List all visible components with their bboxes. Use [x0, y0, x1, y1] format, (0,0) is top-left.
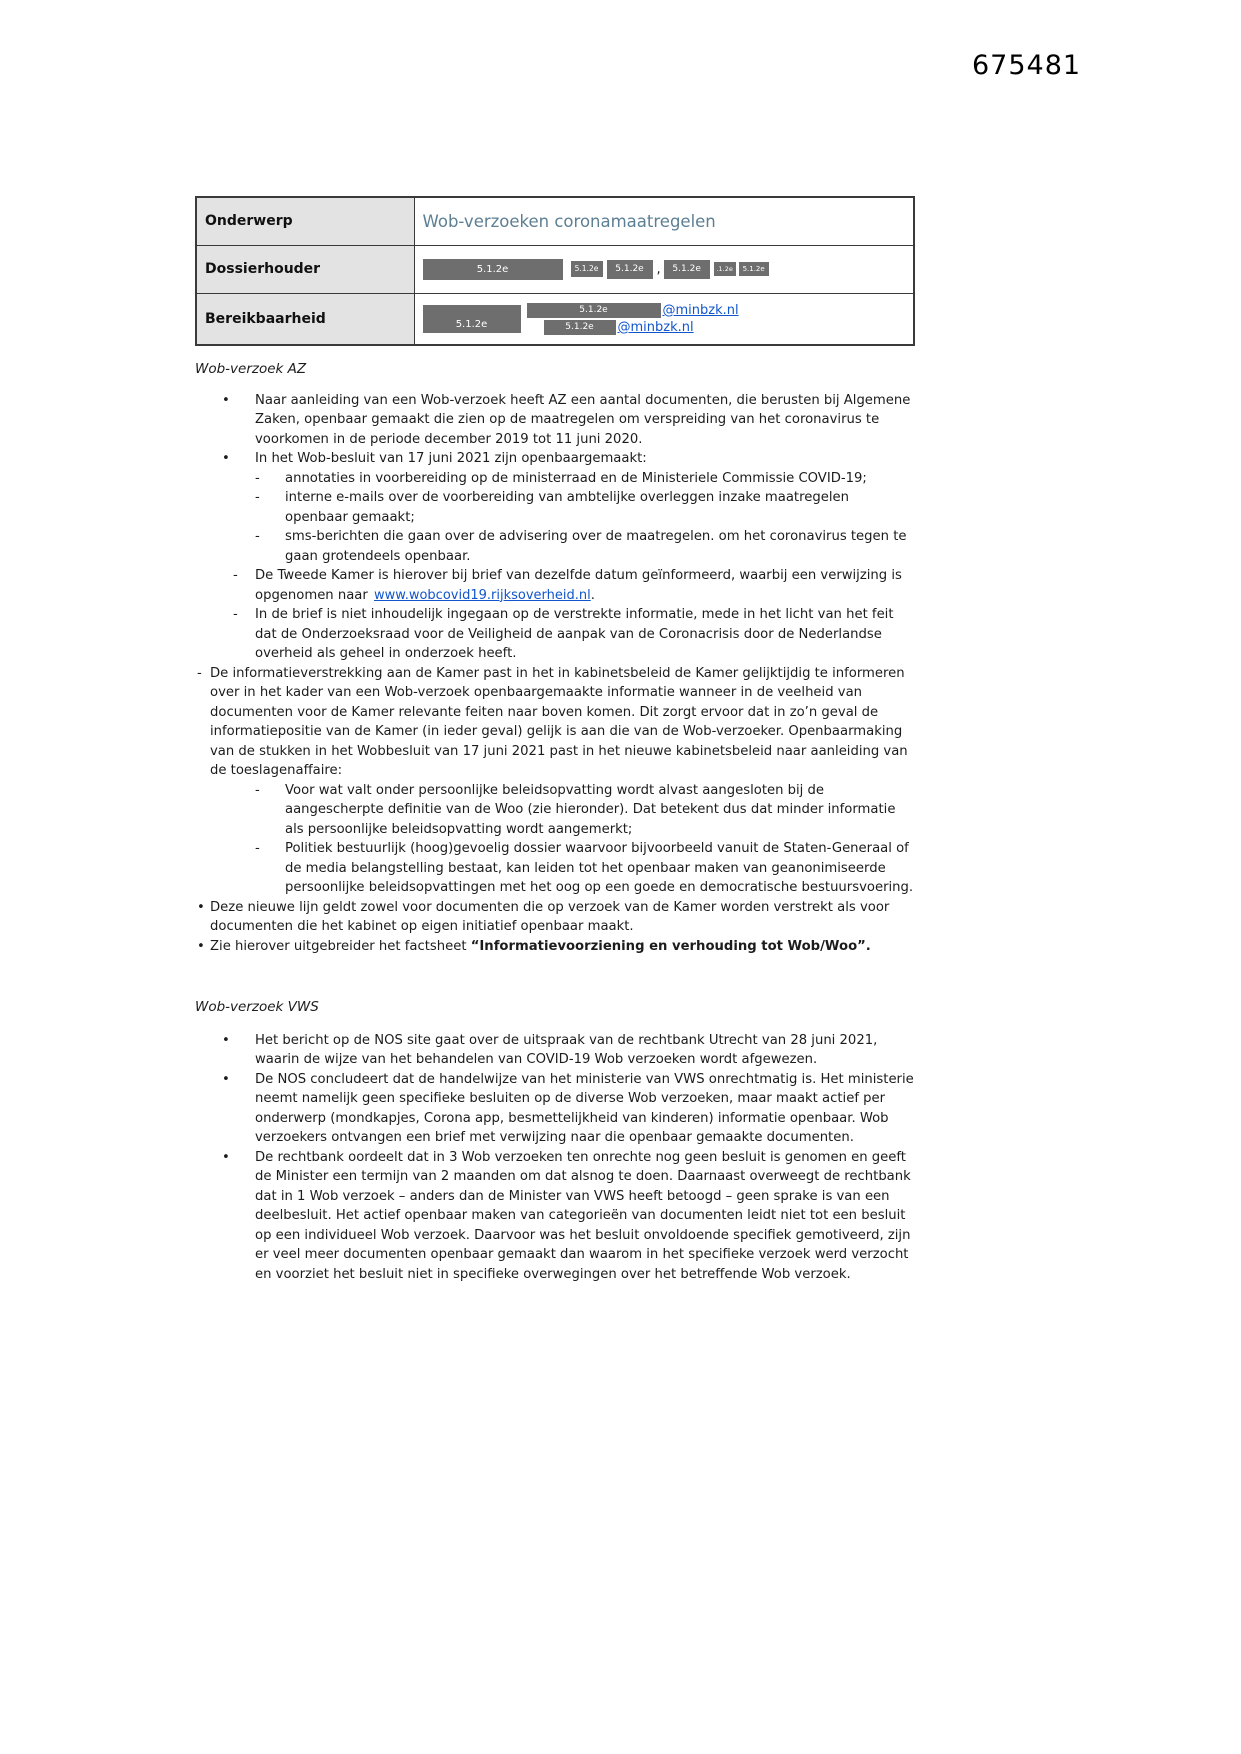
item-text: De rechtbank oordeelt dat in 3 Wob verzoeken ten onrechte nog geen besluit is genomen en geeft de Minister een termijn van 2 maanden om dat alsnog te doen. Daarnaast overweegt de rechtbank dat in 1 Wob verzoek – anders dan de Minister van VWS heeft betoogd – geen sprake is van een deelbesluit. Het actief openbaar maken van categorieën van documenten leidt niet tot een besluit op een individueel Wob verzoek. Daarvoor was het besluit onvoldoende specifiek gemotiveerd, zijn er veel meer documenten openbaar gemaakt dan waarom in het specifieke verzoek werd verzocht en voorziet het besluit niet in specifieke overwegingen over het betreffende Wob verzoek.: [255, 1149, 911, 1282]
bullet-marker: •: [197, 899, 205, 915]
row-value-onderwerp: [414, 197, 914, 245]
row-value-bereikbaarheid: [414, 293, 914, 345]
section-wob-verzoek-vws: [195, 998, 915, 1284]
redaction-box: 5.1.2e: [527, 303, 661, 318]
dash-marker: -: [233, 607, 238, 622]
dash-marker: -: [255, 490, 260, 505]
list-item: [195, 898, 915, 937]
item-text: interne e-mails over de voorbereiding van ambtelijke overleggen inzake maatregelen openbaar gemaakt;: [285, 490, 849, 525]
dash-marker: -: [255, 782, 260, 798]
bullet-marker: •: [222, 392, 230, 408]
bullet-marker: •: [222, 1032, 230, 1048]
dash-marker: -: [255, 470, 260, 486]
redaction-box: 5.1.2e: [664, 260, 710, 279]
list-item: [195, 1031, 915, 1070]
email-link[interactable]: @minbzk.nl: [662, 302, 739, 318]
list-item: [195, 488, 915, 527]
dash-marker: -: [197, 665, 202, 681]
table-row-bereikbaarheid: [196, 293, 914, 345]
redaction-group: [423, 259, 906, 280]
list-item: [195, 391, 915, 450]
redaction-group: [423, 302, 906, 336]
item-text: Deze nieuwe lijn geldt zowel voor documenten die op verzoek van de Kamer worden verstrekt als voor documenten die het kabinet op eigen initiatief openbaar maakt.: [210, 899, 890, 934]
redaction-box: 5.1.2e: [423, 305, 521, 333]
list-item: [195, 1148, 915, 1285]
item-text: In de brief is niet inhoudelijk ingegaan op de verstrekte informatie, mede in het licht van het feit dat de Onderzoeksraad voor de Veiligheid de aanpak van de Coronacrisis door de Nederlandse overheid als geheel in onderzoek heeft.: [255, 607, 894, 661]
redaction-box: 5.1.2e: [739, 262, 769, 276]
item-text: Voor wat valt onder persoonlijke beleidsopvatting wordt alvast aangesloten bij de aangescherpte definitie van de Woo (zie hieronder). Dat betekent dus dat minder informatie als persoonlijke beleidsopvatting wordt aangemerkt;: [285, 782, 896, 837]
body-text: [195, 360, 915, 1284]
list-item: [195, 781, 915, 840]
dash-marker: -: [255, 529, 260, 544]
item-text: Politiek bestuurlijk (hoog)gevoelig dossier waarvoor bijvoorbeeld vanuit de Staten-Generaal of de media belangstelling bestaat, kan leiden tot het openbaar maken van geanonimiseerde persoonlijke beleidsopvattingen met het oog op een goede en democratische bestuursvoering.: [285, 841, 914, 895]
document-content: [195, 196, 915, 1284]
section-heading: Wob-verzoek VWS: [195, 999, 319, 1015]
list-item: [195, 469, 915, 489]
item-text: Het bericht op de NOS site gaat over de uitspraak van de rechtbank Utrecht van 28 juni 2021, waarin de wijze van het behandelen van COVID-19 Wob verzoeken wordt afgewezen.: [255, 1032, 878, 1067]
redaction-box: 5.1.2e: [571, 261, 603, 277]
dash-marker: -: [233, 568, 238, 583]
list-item: [195, 566, 915, 605]
bullet-marker: •: [222, 1071, 230, 1087]
bullet-marker: •: [222, 1149, 230, 1165]
contact-line: [527, 302, 739, 319]
table-row-dossierhouder: [196, 245, 914, 293]
dash-marker: -: [255, 841, 260, 856]
bullet-marker: •: [222, 451, 230, 466]
table-row-onderwerp: [196, 197, 914, 245]
row-label-dossierhouder: Dossierhouder: [196, 245, 414, 293]
item-text: Naar aanleiding van een Wob-verzoek heeft AZ een aantal documenten, die berusten bij Algemene Zaken, openbaar gemaakt die zien op de maatregelen om verspreiding van het coronavirus te voorkomen in de periode december 2019 tot 11 juni 2020.: [255, 392, 911, 447]
item-text: De informatieverstrekking aan de Kamer past in het in kabinetsbeleid de Kamer gelijktijdig te informeren over in het kader van een Wob-verzoek openbaargemaakte informatie wanneer in de veelheid van documenten voor de Kamer relevante feiten naar boven komen. Dit zorgt ervoor dat in zo’n geval de informatiepositie van de Kamer (in ieder geval) gelijk is aan die van de Wob-verzoeker. Openbaarmaking van de stukken in het Wobbesluit van 17 juni 2021 past in het nieuwe kabinetsbeleid naar aanleiding van de toeslagenaffaire:: [210, 665, 908, 778]
redaction-box: 5.1.2e: [607, 260, 653, 279]
item-text: [210, 937, 915, 957]
bullet-marker: •: [197, 938, 205, 954]
list-item: [195, 664, 915, 781]
text-segment: Zie hierover uitgebreider het factsheet: [210, 938, 471, 954]
list-item: [195, 527, 915, 566]
section-heading: Wob-verzoek AZ: [195, 361, 307, 377]
item-text: annotaties in voorbereiding op de ministerraad en de Ministeriele Commissie COVID-19;: [285, 470, 867, 486]
contact-line: [544, 319, 739, 336]
section-wob-verzoek-az: [195, 360, 915, 956]
contact-lines: [527, 302, 739, 336]
text-segment: De Tweede Kamer is hierover bij brief van dezelfde datum geïnformeerd, waarbij een verwijzing is opgenomen naar: [255, 568, 902, 603]
list-item: [195, 605, 915, 664]
list-item: [195, 839, 915, 898]
row-label-bereikbaarheid: Bereikbaarheid: [196, 293, 414, 345]
row-value-dossierhouder: [414, 245, 914, 293]
item-text: [255, 566, 915, 605]
redaction-box: 5.1.2e: [423, 259, 563, 280]
email-link[interactable]: @minbzk.nl: [617, 319, 694, 335]
item-text: sms-berichten die gaan over de advisering over de maatregelen. om het coronavirus tegen te gaan grotendeels openbaar.: [285, 529, 907, 564]
item-text: In het Wob-besluit van 17 juni 2021 zijn openbaargemaakt:: [255, 451, 647, 466]
redaction-box: .1.2e: [714, 262, 736, 276]
factsheet-title: “Informatievoorziening en verhouding tot Wob/Woo”.: [470, 938, 871, 954]
list-item: [195, 1070, 915, 1148]
wobcovid-link[interactable]: www.wobcovid19.rijksoverheid.nl: [374, 587, 591, 603]
row-label-onderwerp: Onderwerp: [196, 197, 414, 245]
info-table: [195, 196, 915, 346]
list-item: [195, 937, 915, 957]
separator-text: ,: [656, 261, 661, 277]
subject-value: Wob-verzoeken coronamaatregelen: [422, 211, 716, 231]
document-number: 675481: [972, 50, 1082, 81]
redaction-box: 5.1.2e: [544, 320, 616, 335]
list-item: [195, 449, 915, 469]
item-text: De NOS concludeert dat de handelwijze van het ministerie van VWS onrechtmatig is. Het ministerie neemt namelijk geen specifieke besluiten op de diverse Wob verzoeken, maar maakt actief per onderwerp (mondkapjes, Corona app, besmettelijkheid van kinderen) informatie openbaar. Wob verzoekers ontvangen een brief met verwijzing naar die openbaar gemaakte documenten.: [255, 1071, 914, 1145]
text-segment: .: [590, 587, 595, 603]
